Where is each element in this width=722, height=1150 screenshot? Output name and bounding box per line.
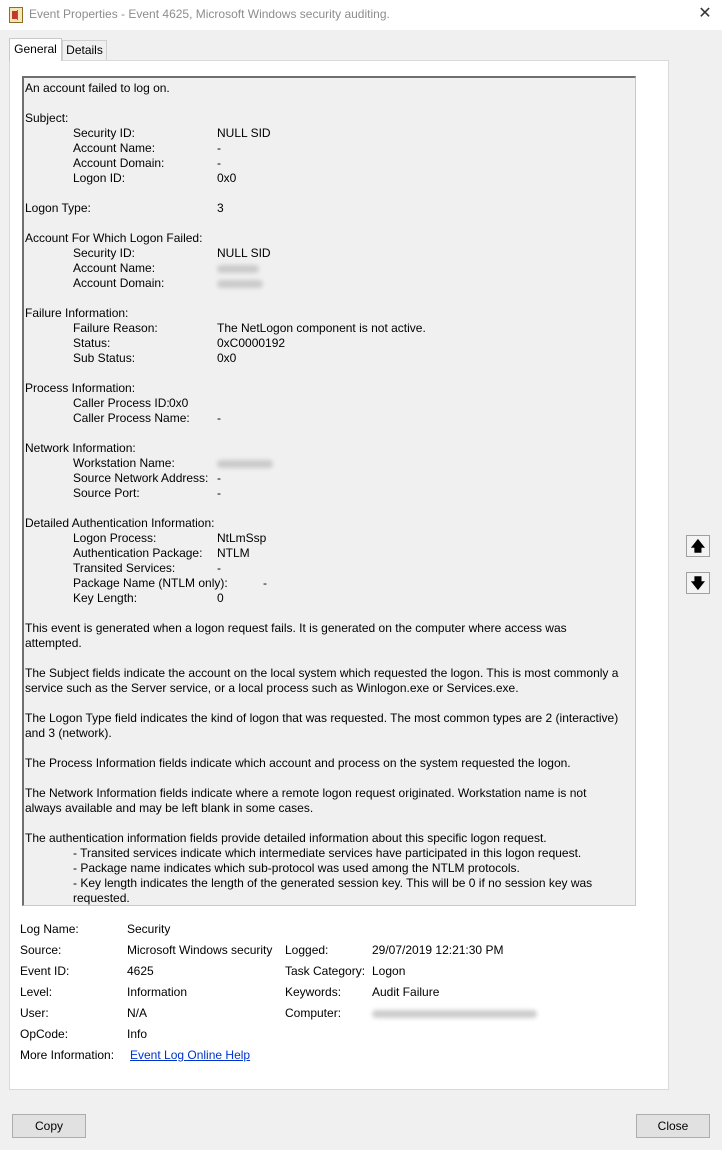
caller-pid: 0x0 xyxy=(169,396,189,410)
source-address: - xyxy=(217,471,221,485)
close-button[interactable]: Close xyxy=(636,1114,710,1138)
explanation-para-3: The Logon Type field indicates the kind of logon that was requested. The most common types are 2 (interactive) and 3 (network). xyxy=(25,711,619,740)
source-port: - xyxy=(217,486,221,500)
caller-name: - xyxy=(217,411,221,425)
more-info-label: More Information: xyxy=(20,1048,115,1062)
arrow-down-icon: 🡇 xyxy=(690,575,706,591)
subject-account-domain: - xyxy=(217,156,221,170)
auth-package-label: Authentication Package: xyxy=(73,546,203,560)
subject-security-id: NULL SID xyxy=(217,126,271,140)
explanation-bullet-3: - Key length indicates the length of the generated session key. This will be 0 if no session key was requested. xyxy=(73,876,593,905)
previous-event-button[interactable] xyxy=(686,535,710,557)
workstation-redacted xyxy=(217,456,273,471)
source-port-label: Source Port: xyxy=(73,486,140,500)
event-description-box[interactable] xyxy=(22,76,636,906)
workstation-label: Workstation Name: xyxy=(73,456,175,470)
failed-account-name-label: Account Name: xyxy=(73,261,156,275)
network-heading: Network Information: xyxy=(25,441,136,455)
failed-account-domain-redacted xyxy=(217,276,263,291)
logon-type: 3 xyxy=(217,201,224,215)
key-length: 0 xyxy=(217,591,224,605)
transited: - xyxy=(217,561,221,575)
user[interactable]: N/A xyxy=(127,1006,148,1020)
subject-logon-id-label: Logon ID: xyxy=(73,171,126,185)
explanation-para-4: The Process Information fields indicate which account and process on the system requested the logon. xyxy=(25,756,571,770)
subject-account-domain-label: Account Domain: xyxy=(73,156,165,170)
failed-account-name-redacted xyxy=(217,261,259,276)
explanation-bullet-3-wrap xyxy=(25,876,625,906)
logon-process: NtLmSsp xyxy=(217,531,267,545)
opcode-label: OpCode: xyxy=(20,1027,69,1041)
subject-heading: Subject: xyxy=(25,111,69,125)
explanation-bullet-2: - Package name indicates which sub-protocol was used among the NTLM protocols. xyxy=(73,861,520,875)
task-category-label: Task Category: xyxy=(285,964,366,978)
subject-account-name-label: Account Name: xyxy=(73,141,156,155)
source[interactable]: Microsoft Windows security xyxy=(127,943,273,957)
tab-general[interactable]: General xyxy=(9,38,62,61)
title-bar xyxy=(0,0,722,30)
keywords-label: Keywords: xyxy=(285,985,342,999)
source-address-label: Source Network Address: xyxy=(73,471,209,485)
logged-label: Logged: xyxy=(285,943,329,957)
event-id-label: Event ID: xyxy=(20,964,70,978)
source-label: Source: xyxy=(20,943,62,957)
failed-account-domain-label: Account Domain: xyxy=(73,276,165,290)
arrow-up-icon: 🡅 xyxy=(690,538,706,554)
next-event-button[interactable] xyxy=(686,572,710,594)
auth-heading: Detailed Authentication Information: xyxy=(25,516,215,530)
failure-status: 0xC0000192 xyxy=(217,336,286,350)
package-name-label: Package Name (NTLM only): xyxy=(73,576,228,590)
auth-package: NTLM xyxy=(217,546,250,560)
task-category[interactable]: Logon xyxy=(372,964,406,978)
package-name: - xyxy=(263,576,267,590)
copy-button[interactable]: Copy xyxy=(12,1114,86,1138)
computer-redacted[interactable] xyxy=(372,1006,537,1020)
explanation-para-6: The authentication information fields provide detailed information about this specific logon request. xyxy=(25,831,547,845)
window-title: Event Properties - Event 4625, Microsoft Windows security auditing. xyxy=(29,7,390,21)
opcode[interactable]: Info xyxy=(127,1027,148,1041)
level-label: Level: xyxy=(20,985,53,999)
log-name[interactable]: Security xyxy=(127,922,171,936)
key-length-label: Key Length: xyxy=(73,591,138,605)
caller-name-label: Caller Process Name: xyxy=(73,411,190,425)
event-log-help-link[interactable]: Event Log Online Help xyxy=(130,1048,251,1062)
intro-text: An account failed to log on. xyxy=(25,81,170,95)
event-viewer-icon xyxy=(9,7,23,23)
failure-reason: The NetLogon component is not active. xyxy=(217,321,426,335)
explanation-para-2: The Subject fields indicate the account on the local system which requested the logon. This is most commonly a service such as the Server service, or a local process such as Winlogon.exe or Services.exe. xyxy=(25,666,619,695)
transited-label: Transited Services: xyxy=(73,561,176,575)
explanation-para-1: This event is generated when a logon request fails. It is generated on the computer where access was attempted. xyxy=(25,621,567,650)
logon-type-label: Logon Type: xyxy=(25,201,91,215)
failure-sub-status: 0x0 xyxy=(217,351,237,365)
computer-label: Computer: xyxy=(285,1006,342,1020)
event-id[interactable]: 4625 xyxy=(127,964,154,978)
explanation-para-5: The Network Information fields indicate where a remote logon request originated. Workstation name is not always available and may be left blank in some cases. xyxy=(25,786,587,815)
log-name-label: Log Name: xyxy=(20,922,79,936)
failed-account-heading: Account For Which Logon Failed: xyxy=(25,231,203,245)
logged[interactable]: 29/07/2019 12:21:30 PM xyxy=(372,943,504,957)
failure-reason-label: Failure Reason: xyxy=(73,321,158,335)
failure-status-label: Status: xyxy=(73,336,111,350)
tab-details[interactable]: Details xyxy=(62,40,107,60)
failed-security-id-label: Security ID: xyxy=(73,246,136,260)
subject-security-id-label: Security ID: xyxy=(73,126,136,140)
explanation-bullet-1: - Transited services indicate which intermediate services have participated in this logon request. xyxy=(73,846,582,860)
keywords[interactable]: Audit Failure xyxy=(372,985,440,999)
subject-account-name: - xyxy=(217,141,221,155)
level[interactable]: Information xyxy=(127,985,188,999)
failure-heading: Failure Information: xyxy=(25,306,129,320)
subject-logon-id: 0x0 xyxy=(217,171,237,185)
failed-security-id: NULL SID xyxy=(217,246,271,260)
user-label: User: xyxy=(20,1006,49,1020)
logon-process-label: Logon Process: xyxy=(73,531,157,545)
caller-pid-label: Caller Process ID: xyxy=(73,396,170,410)
failure-sub-status-label: Sub Status: xyxy=(73,351,136,365)
process-heading: Process Information: xyxy=(25,381,136,395)
close-icon[interactable]: ✕ xyxy=(698,5,712,22)
